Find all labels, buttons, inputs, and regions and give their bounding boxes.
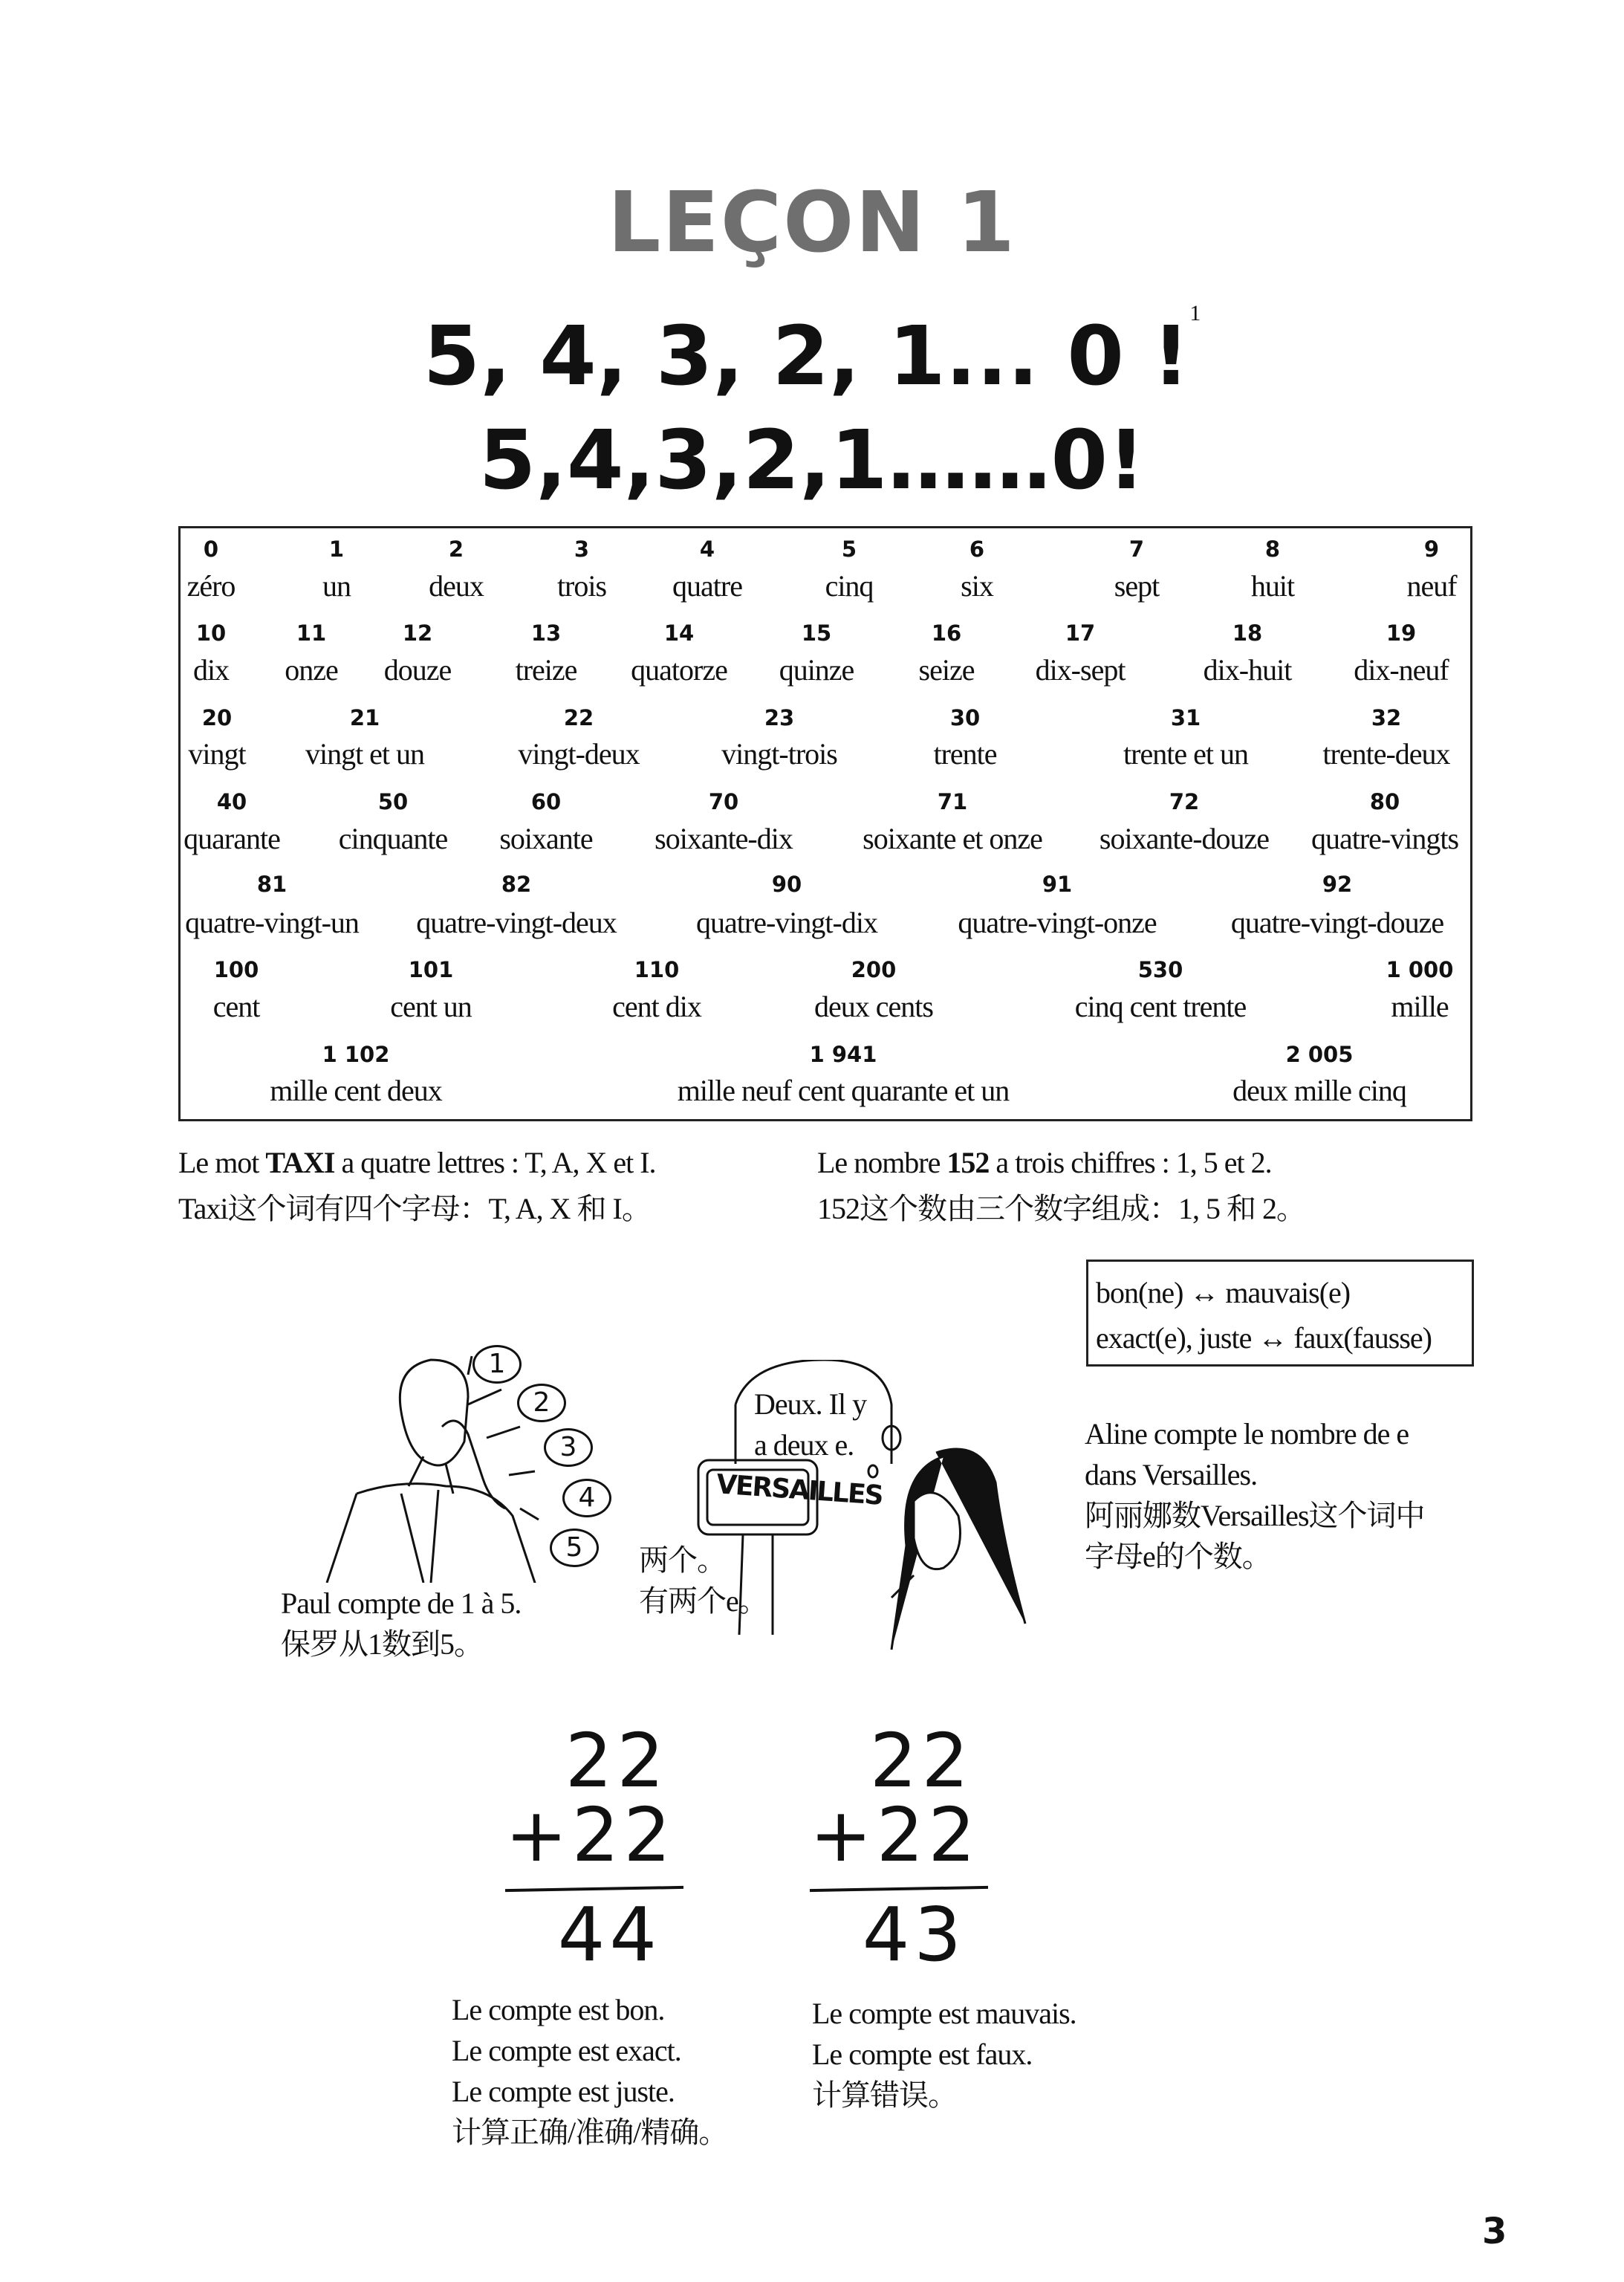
- paul-caption-zh: 保罗从1数到5。: [281, 1627, 483, 1661]
- number-word: dix-sept: [1035, 653, 1126, 687]
- speech-bubble-line: a deux e.: [754, 1428, 854, 1462]
- versailles-sign-text: VERSAILLES: [715, 1469, 883, 1511]
- number-digits: 16: [931, 620, 962, 646]
- number-digits: 80: [1369, 789, 1400, 814]
- wrong-caption: Le compte est mauvais.: [812, 1997, 1076, 2030]
- number-word: deux mille cinq: [1232, 1074, 1406, 1107]
- number-digits: 12: [402, 620, 433, 646]
- number-word: quarante: [183, 822, 280, 855]
- number-word: cinquante: [338, 822, 448, 855]
- addend: 22: [869, 1717, 973, 1804]
- countdown-text: 5, 4, 3, 2, 1... 0 !: [423, 308, 1190, 403]
- sum-wrong: [810, 1717, 988, 1978]
- number-digits: 20: [201, 705, 233, 730]
- number-word: trente-deux: [1322, 737, 1450, 771]
- number-digits: 31: [1170, 705, 1201, 730]
- text: a quatre lettres : T, A, X et I.: [334, 1146, 656, 1179]
- number-word: zéro: [186, 569, 236, 603]
- number-digits: 70: [708, 789, 739, 814]
- number-digits: 2 005: [1285, 1042, 1354, 1067]
- number-digits: 72: [1169, 789, 1200, 814]
- aline-caption: Aline compte le nombre de e: [1085, 1417, 1409, 1450]
- correct-caption: 计算正确/准确/精确。: [452, 2116, 728, 2149]
- addend: 22: [565, 1717, 669, 1804]
- footnote-marker: 1: [1189, 301, 1201, 325]
- number-digits: 22: [563, 705, 594, 730]
- number-word: deux cents: [814, 990, 933, 1023]
- number-word: quatre-vingt-dix: [696, 906, 877, 939]
- number-digits: 1 000: [1386, 957, 1454, 982]
- number-digits: 40: [216, 789, 247, 814]
- aline-caption: dans Versailles.: [1085, 1458, 1258, 1491]
- nombre-sentence-zh: 152这个数由三个数字组成：1, 5 和 2。: [817, 1192, 1305, 1225]
- number-word: trente et un: [1123, 737, 1248, 771]
- taxi-sentence: [178, 1148, 656, 1178]
- number-digits: 2: [448, 537, 464, 562]
- number-word: mille neuf cent quarante et un: [677, 1074, 1010, 1107]
- number-word: vingt et un: [305, 737, 425, 771]
- number-word: cinq cent trente: [1074, 990, 1247, 1023]
- number-word: quatre-vingt-douze: [1230, 906, 1444, 939]
- number-word: soixante: [499, 822, 593, 855]
- number-word: neuf: [1406, 569, 1457, 603]
- number-word: deux: [429, 569, 484, 603]
- number-digits: 110: [634, 957, 680, 982]
- number-bubble: 3: [544, 1428, 593, 1467]
- number-bubble: 1: [472, 1345, 522, 1384]
- number-word: trois: [556, 569, 607, 603]
- number-digits: 9: [1423, 537, 1440, 562]
- number-word: quatre: [672, 569, 742, 603]
- text: Le mot: [178, 1146, 266, 1179]
- aline-caption-zh: 阿丽娜数Versailles这个词中: [1085, 1499, 1425, 1532]
- number-word: vingt: [188, 737, 246, 771]
- text: Le nombre: [817, 1146, 947, 1179]
- number-word: un: [322, 569, 351, 603]
- number-digits: 1 102: [322, 1042, 390, 1067]
- number-word: dix: [192, 653, 230, 687]
- number-digits: 100: [213, 957, 259, 982]
- number-digits: 1 941: [809, 1042, 877, 1067]
- number-word: treize: [515, 653, 577, 687]
- sum-result: 43: [862, 1891, 966, 1978]
- paul-caption: Paul compte de 1 à 5.: [281, 1586, 522, 1620]
- sum-result: 44: [557, 1891, 661, 1978]
- number-digits: 71: [937, 789, 968, 814]
- number-word: trente: [933, 737, 997, 771]
- wrong-caption: 计算错误。: [812, 2078, 957, 2112]
- number-digits: 1: [328, 537, 345, 562]
- number-digits: 32: [1371, 705, 1402, 730]
- number-word: dix-huit: [1203, 653, 1292, 687]
- number-word: mille: [1391, 990, 1449, 1023]
- number-digits: 3: [574, 537, 590, 562]
- number-digits: 19: [1386, 620, 1417, 646]
- number-word: soixante-dix: [655, 822, 793, 855]
- sum-correct: [505, 1717, 683, 1978]
- number-digits: 11: [296, 620, 327, 646]
- number-word: onze: [285, 653, 338, 687]
- number-digits: 92: [1322, 872, 1353, 897]
- number-word: mille cent deux: [270, 1074, 442, 1107]
- number-digits: 15: [801, 620, 832, 646]
- number-digits: 4: [699, 537, 715, 562]
- bold-word: TAXI: [265, 1146, 335, 1179]
- number-word: dix-neuf: [1354, 653, 1449, 687]
- number-bubble: 2: [517, 1384, 566, 1422]
- lesson-title: LEÇON 1: [608, 175, 1016, 271]
- number-digits: 7: [1128, 537, 1145, 562]
- number-word: quatre-vingt-deux: [416, 906, 617, 939]
- correct-caption: Le compte est exact.: [452, 2034, 681, 2067]
- sign-caption-zh: 两个。: [639, 1543, 726, 1577]
- number-digits: 200: [851, 957, 897, 982]
- number-digits: 8: [1264, 537, 1281, 562]
- number-word: douze: [383, 653, 452, 687]
- number-word: quatre-vingts: [1310, 822, 1459, 855]
- number-digits: 6: [969, 537, 985, 562]
- number-word: quatorze: [631, 653, 727, 687]
- number-word: quatre-vingt-un: [185, 906, 359, 939]
- antonyms-box: [1086, 1260, 1474, 1367]
- number-word: seize: [918, 653, 975, 687]
- number-digits: 13: [530, 620, 562, 646]
- number-word: quinze: [779, 653, 854, 687]
- number-digits: 5: [841, 537, 857, 562]
- number-bubble: 4: [562, 1479, 611, 1517]
- number-word: soixante et onze: [863, 822, 1042, 855]
- number-digits: 82: [501, 872, 532, 897]
- text: a trois chiffres : 1, 5 et 2.: [989, 1146, 1272, 1179]
- number-word: sept: [1114, 569, 1160, 603]
- number-word: vingt-trois: [721, 737, 837, 771]
- number-word: vingt-deux: [518, 737, 640, 771]
- wrong-caption: Le compte est faux.: [812, 2038, 1033, 2071]
- number-digits: 23: [764, 705, 795, 730]
- correct-caption: Le compte est bon.: [452, 1993, 665, 2026]
- number-word: quatre-vingt-onze: [958, 906, 1157, 939]
- aline-caption-zh: 字母e的个数。: [1085, 1540, 1271, 1573]
- sign-caption-zh: 有两个e。: [639, 1584, 767, 1618]
- number-digits: 10: [195, 620, 227, 646]
- number-digits: 18: [1232, 620, 1263, 646]
- number-digits: 90: [771, 872, 802, 897]
- number-digits: 60: [530, 789, 562, 814]
- paul-counting-illustration: [253, 1308, 594, 1583]
- addend: +22: [505, 1792, 676, 1879]
- number-word: six: [961, 569, 993, 603]
- number-word: cinq: [825, 569, 874, 603]
- number-word: cent: [212, 990, 260, 1023]
- taxi-sentence-zh: Taxi这个词有四个字母：T, A, X 和 I。: [178, 1192, 651, 1225]
- number-digits: 50: [377, 789, 409, 814]
- number-digits: 81: [256, 872, 288, 897]
- nombre-sentence: [817, 1148, 1272, 1178]
- number-word: cent un: [390, 990, 472, 1023]
- antonym-line: bon(ne) ↔ mauvais(e): [1096, 1276, 1351, 1309]
- number-word: cent dix: [612, 990, 701, 1023]
- bold-number: 152: [946, 1146, 990, 1179]
- addend: +22: [810, 1792, 981, 1879]
- number-digits: 14: [663, 620, 695, 646]
- number-word: huit: [1250, 569, 1295, 603]
- number-bubble: 5: [550, 1529, 599, 1567]
- number-digits: 91: [1042, 872, 1073, 897]
- page-number: 3: [1482, 2211, 1507, 2252]
- number-digits: 0: [203, 537, 219, 562]
- number-word: soixante-douze: [1099, 822, 1270, 855]
- countdown-chinese: 5,4,3,2,1……0!: [478, 412, 1146, 508]
- number-digits: 17: [1065, 620, 1096, 646]
- correct-caption: Le compte est juste.: [452, 2075, 675, 2108]
- countdown-french: [0, 301, 1624, 403]
- number-digits: 21: [349, 705, 380, 730]
- antonym-line: exact(e), juste ↔ faux(fausse): [1096, 1321, 1432, 1355]
- speech-bubble-line: Deux. Il y: [754, 1387, 867, 1421]
- number-digits: 30: [949, 705, 981, 730]
- number-digits: 101: [408, 957, 454, 982]
- number-digits: 530: [1137, 957, 1183, 982]
